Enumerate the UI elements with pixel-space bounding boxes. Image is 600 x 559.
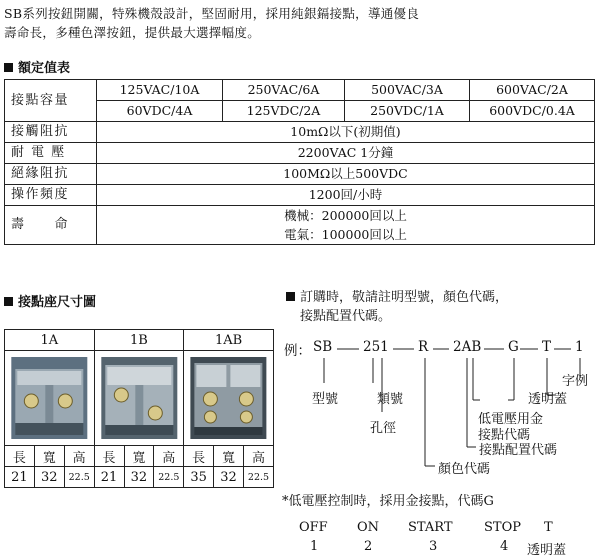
code-hole: R xyxy=(418,339,429,355)
ac-rating: 600VAC/2A xyxy=(470,80,595,101)
legend-num-3: 3 xyxy=(429,539,438,554)
dim-value: 21 xyxy=(5,467,35,488)
label-color: 顏色代碼 xyxy=(438,462,491,477)
withstand-voltage-label: 耐 電 壓 xyxy=(5,143,97,164)
dim-header: 高 xyxy=(154,446,184,467)
dim-value: 32 xyxy=(214,467,244,488)
dc-rating: 125VDC/2A xyxy=(223,101,345,122)
dim-header: 寬 xyxy=(124,446,154,467)
intro-line-2: 壽命長，多種色澤按鈕，提供最大選擇幅度。 xyxy=(4,25,261,40)
code-cover: T xyxy=(542,339,552,355)
insulation-resistance-label: 絕緣阻抗 xyxy=(5,164,97,185)
insulation-resistance-value: 100MΩ以上500VDC xyxy=(97,164,595,185)
dim-header: 長 xyxy=(184,446,214,467)
legend-num-1: 1 xyxy=(310,539,319,554)
life-label: 壽 命 xyxy=(5,206,97,245)
legend-word-start: START xyxy=(408,520,453,535)
low-voltage-note: *低電壓控制時，採用金接點，代碼G xyxy=(282,494,494,509)
code-sb: SB xyxy=(313,339,333,355)
intro-line-1: SB系列按鈕開關，特殊機殼設計，堅固耐用，採用純銀鎘接點，導通優良 xyxy=(4,6,420,21)
ac-rating: 125VAC/10A xyxy=(97,80,223,101)
dimension-section-title: 接點座尺寸圖 xyxy=(4,291,96,310)
dim-header: 長 xyxy=(94,446,124,467)
legend-num-4: 4 xyxy=(500,539,509,554)
dim-header: 高 xyxy=(244,446,274,467)
dim-header: 長 xyxy=(5,446,35,467)
rated-section-title: 額定值表 xyxy=(4,57,70,76)
dc-rating: 60VDC/4A xyxy=(97,101,223,122)
label-type: 類號 xyxy=(377,392,404,407)
code-contact: 2AB xyxy=(453,339,482,355)
operating-frequency-value: 1200回/小時 xyxy=(97,185,595,206)
dim-value: 22.5 xyxy=(154,467,184,488)
label-lowvoltage-2: 接點代碼 xyxy=(478,428,531,443)
dim-value: 35 xyxy=(184,467,214,488)
legend-word-t: T xyxy=(544,520,553,535)
dim-header: 寬 xyxy=(214,446,244,467)
contact-resistance-label: 接觸阻抗 xyxy=(5,122,97,143)
life-mechanical: 機械：200000回以上 xyxy=(284,208,407,223)
dim-value: 32 xyxy=(34,467,64,488)
dim-value: 21 xyxy=(94,467,124,488)
code-lowvoltage: G xyxy=(508,339,519,355)
order-line-2: 接點配置代碼。 xyxy=(300,309,392,324)
code-word: 1 xyxy=(575,339,584,355)
withstand-voltage-value: 2200VAC 1分鐘 xyxy=(97,143,595,164)
label-cover: 透明蓋 xyxy=(528,392,568,407)
dim-value: 32 xyxy=(124,467,154,488)
life-electrical: 電氣：100000回以上 xyxy=(284,227,407,242)
contact-resistance-value: 10mΩ以下(初期值) xyxy=(97,122,595,143)
ac-rating: 500VAC/3A xyxy=(345,80,470,101)
contact-capacity-label: 接點容量 xyxy=(5,80,97,122)
legend-num-2: 2 xyxy=(364,539,373,554)
model-1ab: 1AB xyxy=(184,330,274,351)
order-line-1: 訂購時，敬請註明型號，顏色代碼， xyxy=(300,290,509,305)
legend-word-off: OFF xyxy=(299,520,328,535)
model-1b: 1B xyxy=(94,330,184,351)
dim-value: 22.5 xyxy=(64,467,94,488)
example-label: 例： xyxy=(284,343,311,359)
label-word: 字例 xyxy=(562,374,589,389)
label-contact-config: 接點配置代碼 xyxy=(479,443,558,458)
model-1a: 1A xyxy=(5,330,95,351)
label-model: 型號 xyxy=(312,392,339,407)
operating-frequency-label: 操作頻度 xyxy=(5,185,97,206)
code-type: 251 xyxy=(363,339,389,355)
dim-header: 高 xyxy=(64,446,94,467)
dc-rating: 250VDC/1A xyxy=(345,101,470,122)
legend-cover: 透明蓋 xyxy=(527,543,567,558)
label-hole: 孔徑 xyxy=(370,421,397,436)
dim-value: 22.5 xyxy=(244,467,274,488)
label-lowvoltage-1: 低電壓用金 xyxy=(478,412,544,427)
legend-word-on: ON xyxy=(357,520,380,535)
dc-rating: 600VDC/0.4A xyxy=(470,101,595,122)
dim-header: 寬 xyxy=(34,446,64,467)
legend-word-stop: STOP xyxy=(484,520,521,535)
ac-rating: 250VAC/6A xyxy=(223,80,345,101)
